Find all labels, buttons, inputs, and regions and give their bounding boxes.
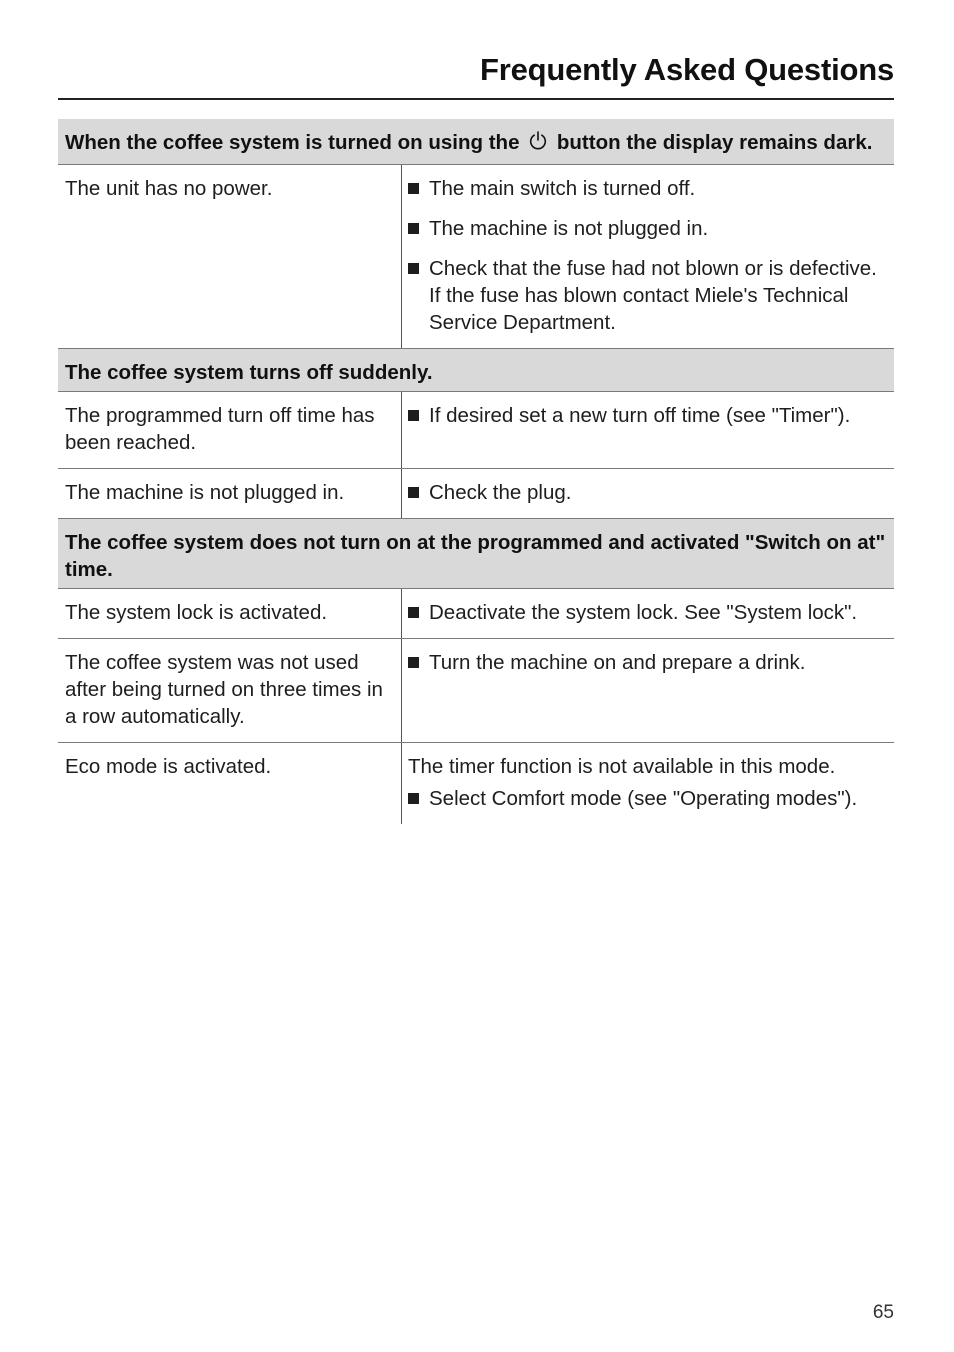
page-number: 65 [872, 1302, 894, 1323]
cause-cell: The system lock is activated. [58, 589, 402, 638]
bullet-square-icon [408, 487, 419, 498]
bullet-square-icon [408, 410, 419, 421]
remedy-cell [402, 589, 894, 638]
bullet-square-icon [408, 657, 419, 668]
remedy-item [408, 255, 888, 336]
remedy-text: Check the plug. [429, 481, 572, 504]
table-row [58, 469, 894, 519]
remedy-text: Select Comfort mode (see "Operating modes"). [429, 787, 858, 810]
table-row [58, 165, 894, 349]
section-header [58, 119, 894, 165]
remedy-item [408, 649, 888, 676]
remedy-text: The machine is not plugged in. [429, 217, 709, 240]
cause-cell: The machine is not plugged in. [58, 469, 402, 518]
remedy-item [408, 402, 888, 429]
remedy-text: Deactivate the system lock. See "System lock". [429, 601, 858, 624]
remedy-note: The timer function is not available in this mode. [408, 755, 836, 778]
table-row [58, 392, 894, 469]
remedy-cell [402, 392, 894, 468]
power-icon [527, 130, 549, 159]
remedy-cell [402, 469, 894, 518]
cause-cell: Eco mode is activated. [58, 743, 402, 824]
bullet-square-icon [408, 607, 419, 618]
section-title-part: button the display remains dark. [556, 131, 873, 154]
bullet-square-icon [408, 223, 419, 234]
remedy-text: If desired set a new turn off time (see "Timer"). [429, 404, 851, 427]
page-title: Frequently Asked Questions [480, 52, 894, 87]
remedy-text: The main switch is turned off. [429, 177, 696, 200]
remedy-item [408, 215, 888, 242]
remedy-cell [402, 165, 894, 348]
title-rule [58, 98, 894, 100]
remedy-item [408, 479, 888, 506]
table-row [58, 639, 894, 743]
cause-cell: The unit has no power. [58, 165, 402, 348]
remedy-item [408, 175, 888, 202]
section-header: The coffee system does not turn on at the programmed and activated "Switch on at" time. [58, 519, 894, 589]
section-title-part: When the coffee system is turned on using the [65, 131, 520, 154]
bullet-square-icon [408, 183, 419, 194]
remedy-text: Turn the machine on and prepare a drink. [429, 651, 806, 674]
faq-table [58, 119, 894, 824]
remedy-cell [402, 743, 894, 824]
remedy-cell [402, 639, 894, 742]
remedy-text: Check that the fuse had not blown or is defective. If the fuse has blown contact Miele's Technical Service Department. [429, 257, 877, 334]
bullet-square-icon [408, 263, 419, 274]
cause-cell: The coffee system was not used after being turned on three times in a row automatically. [58, 639, 402, 742]
section-header: The coffee system turns off suddenly. [58, 349, 894, 392]
table-row [58, 589, 894, 639]
remedy-item [408, 599, 888, 626]
bullet-square-icon [408, 793, 419, 804]
remedy-item [408, 785, 888, 812]
table-row [58, 743, 894, 824]
cause-cell: The programmed turn off time has been reached. [58, 392, 402, 468]
